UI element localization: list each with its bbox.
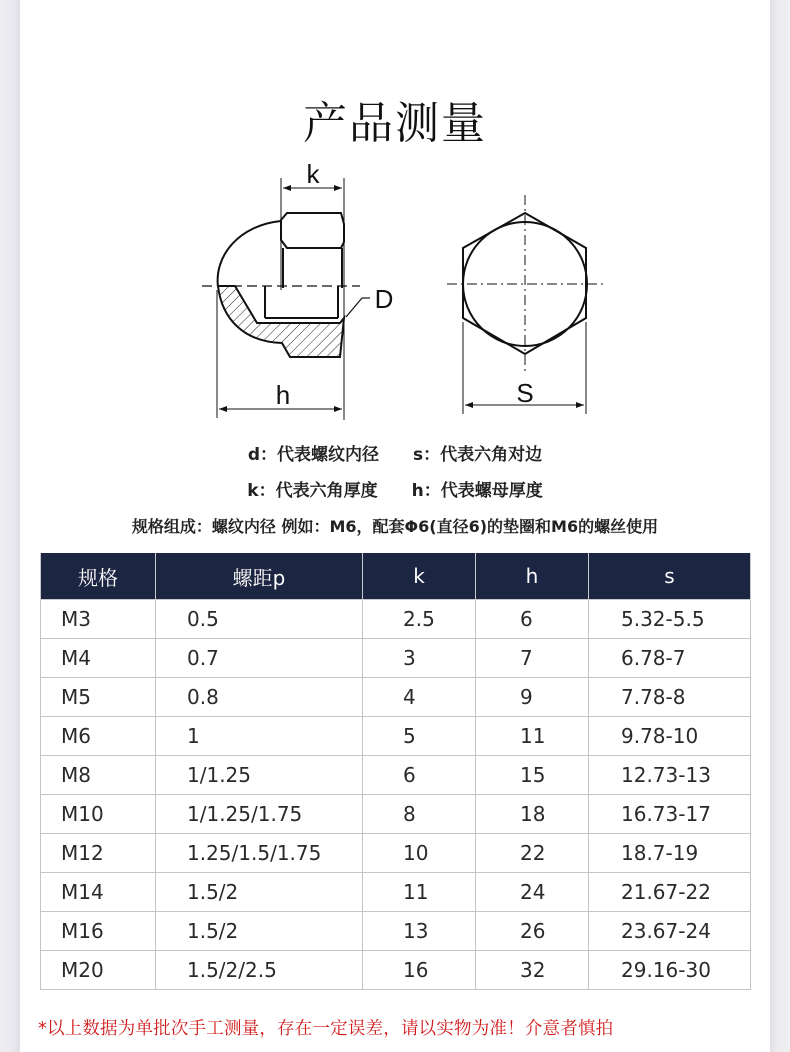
cell-spec: M12	[41, 834, 156, 873]
cell-h: 24	[476, 873, 589, 912]
cell-h: 18	[476, 795, 589, 834]
cell-k: 11	[363, 873, 476, 912]
table-row	[41, 795, 751, 834]
table-row	[41, 912, 751, 951]
spec-table	[40, 553, 751, 990]
cell-h: 7	[476, 639, 589, 678]
cell-spec: M20	[41, 951, 156, 990]
cell-s: 12.73-13	[589, 756, 751, 795]
cell-s: 21.67-22	[589, 873, 751, 912]
h-label: h	[275, 380, 291, 410]
legend-h: h：代表螺母厚度	[411, 481, 543, 501]
cell-pitch: 0.7	[156, 639, 363, 678]
cell-s: 7.78-8	[589, 678, 751, 717]
table-row	[41, 717, 751, 756]
legend-s: s：代表六角对边	[413, 445, 543, 465]
cap-nut-diagram	[190, 150, 610, 425]
cell-pitch: 1.5/2/2.5	[156, 951, 363, 990]
table-row	[41, 951, 751, 990]
table-row	[41, 639, 751, 678]
cell-h: 26	[476, 912, 589, 951]
cell-k: 4	[363, 678, 476, 717]
cell-spec: M14	[41, 873, 156, 912]
k-label: k	[306, 159, 320, 189]
cell-spec: M8	[41, 756, 156, 795]
cell-k: 3	[363, 639, 476, 678]
legend-k: k：代表六角厚度	[247, 481, 378, 501]
cell-k: 16	[363, 951, 476, 990]
cell-k: 13	[363, 912, 476, 951]
table-row	[41, 678, 751, 717]
cell-s: 23.67-24	[589, 912, 751, 951]
cell-s: 16.73-17	[589, 795, 751, 834]
cell-spec: M4	[41, 639, 156, 678]
cell-spec: M6	[41, 717, 156, 756]
table-row	[41, 834, 751, 873]
col-header-spec: 规格	[41, 553, 156, 600]
cell-h: 6	[476, 600, 589, 639]
cell-s: 18.7-19	[589, 834, 751, 873]
cell-s: 9.78-10	[589, 717, 751, 756]
s-label: S	[516, 378, 534, 408]
cell-k: 8	[363, 795, 476, 834]
cell-h: 11	[476, 717, 589, 756]
cell-pitch: 0.5	[156, 600, 363, 639]
cell-s: 29.16-30	[589, 951, 751, 990]
table-row	[41, 873, 751, 912]
legend-row-2	[0, 476, 790, 501]
cell-k: 5	[363, 717, 476, 756]
table-header-row	[41, 553, 751, 600]
col-header-s: s	[589, 553, 751, 600]
cell-k: 6	[363, 756, 476, 795]
cell-s: 5.32-5.5	[589, 600, 751, 639]
col-header-k: k	[363, 553, 476, 600]
page-title: 产品测量	[303, 98, 487, 150]
cell-pitch: 1.25/1.5/1.75	[156, 834, 363, 873]
cell-spec: M16	[41, 912, 156, 951]
d-label: D	[374, 284, 394, 314]
spec-composition-note: 规格组成：螺纹内径 例如：M6，配套Φ6(直径6)的垫圈和M6的螺丝使用	[131, 517, 659, 536]
cell-s: 6.78-7	[589, 639, 751, 678]
cell-pitch: 1/1.25	[156, 756, 363, 795]
legend-row-1	[0, 440, 790, 465]
col-header-pitch: 螺距p	[156, 553, 363, 600]
cell-spec: M3	[41, 600, 156, 639]
cell-spec: M5	[41, 678, 156, 717]
cell-h: 22	[476, 834, 589, 873]
cell-pitch: 0.8	[156, 678, 363, 717]
cell-h: 32	[476, 951, 589, 990]
cell-pitch: 1.5/2	[156, 912, 363, 951]
cell-spec: M10	[41, 795, 156, 834]
cell-k: 2.5	[363, 600, 476, 639]
cell-h: 15	[476, 756, 589, 795]
table-row	[41, 600, 751, 639]
cell-pitch: 1/1.25/1.75	[156, 795, 363, 834]
col-header-h: h	[476, 553, 589, 600]
table-row	[41, 756, 751, 795]
cell-h: 9	[476, 678, 589, 717]
cell-k: 10	[363, 834, 476, 873]
cell-pitch: 1	[156, 717, 363, 756]
cell-pitch: 1.5/2	[156, 873, 363, 912]
disclaimer-note: *以上数据为单批次手工测量，存在一定误差，请以实物为准！介意者慎拍	[38, 1019, 614, 1039]
legend-d: d：代表螺纹内径	[247, 445, 380, 465]
